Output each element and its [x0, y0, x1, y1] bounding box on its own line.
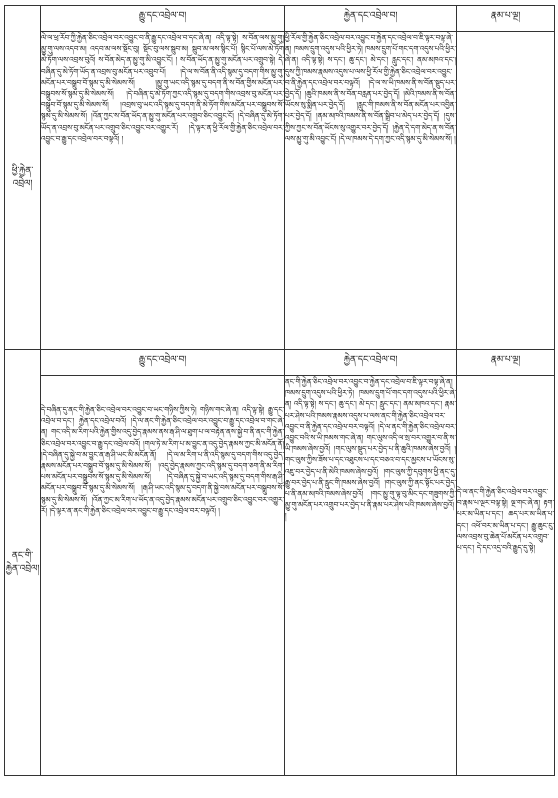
row-label-text: ནང་གི་རྐྱེན་འབྲེལ། — [5, 550, 40, 574]
cell-outer-cause: ལེ་ལ་ཕྲ་རོབ་ཀྱི་རྐྱེན་ཅིང་འབྲེལ་བར་འབྱུང་བ་ནི་རྒྱུ་དང་འབྲེལ་བ་དང་ཞེ་ན། འདི་ལྟ་སྟེ། ས་བོན་ལས་མྱུ་གུ། མྱུ་གུ་ལས་འདབ་མ། འདབ་མ་ལས་སྡོང་བུ། སྡོང་བུ་ལས་སྦུབ་མ། སྦུབ་མ་ལས་སྙིང་པོ། སྙིང་པོ་ལས་མེ་ཏོག མེ་ཏོག་ལས་འབྲས་བུའོ། ས་བོན་མེད་ན་མྱུ་གུ་མི་འབྱུང་ངོ། ། ས་བོན་ཡོད་ན་མྱུ་གུ་མངོན་པར་འགྲུབ་སྟེ། དེ་བཞིན་དུ་མེ་ཏོག་ཡོད་ན་འབྲས་བུ་མངོན་པར་འབྲུབ་པོ། །དེ་ལ་ས་བོན་ནི་འདི་སྙམ་དུ་བདག་གིས་མྱུ་གུ་མངོན་པར་བསྒྲུབ་བོ་སྙམ་དུ་མི་སེམས་སོ། །མྱུ་གུ་ཡང་འདི་སྙམ་དུ་བདག་ནི་ས་བོན་གྱིས་མངོན་པར་བསྒྲུབས་སོ་སྙམ་དུ་མི་སེམས་སོ། །དེ་བཞིན་དུ་མེ་ཏོག་ཀྱང་འདི་སྙམ་དུ་བདག་གིས་འབྲས་བུ་མངོན་པར་བསྒྲུབ་བོ་སྙམ་དུ་མི་སེམས་སོ། །འབྲས་བུ་ཡང་འདི་སྙམ་དུ་བདག་ནི་མེ་ཏོག་གིས་མངོན་པར་བསྒྲུབས་སོ་སྙམ་དུ་མི་སེམས་སོ། །འོན་ཀྱང་ས་བོན་ཡོད་ན་མྱུ་གུ་མངོན་པར་འགྲུབ་ཅིང་འབྱུང་ངོ། །དེ་བཞིན་དུ་མེ་ཏོག་ཡོད་ན་འབྲས་བུ་མངོན་པར་འགྲུབ་ཅིང་འབྱུང་བར་འགྱུར་རོ། །དེ་ལྟར་ན་ཕྱི་རོལ་གྱི་རྐྱེན་ཅིང་འབྲེལ་བར་འབྱུང་བ་རྒྱུ་དང་འབྲེལ་བར་བལྟའོ། ། — [41, 32, 285, 350]
document-page — [4, 5, 554, 793]
cell-inner-condition: ནང་གི་རྐྱེན་ཅིང་འབྲེལ་བར་འབྱུང་བ་རྐྱེན་དང་འབྲེལ་བ་ཇི་ལྟར་བལྟ་ཞེ་ན། ཁམས་དྲུག་འདུས་པའི་ཕྱིར་ཏེ། ཁམས་དྲུག་པོ་གང་དག་འདུས་པའི་ཕྱིར་ཞེ་ན། འདི་ལྟ་སྟེ། ས་དང་། ཆུ་དང་། མེ་དང་། རླུང་དང་། ནམ་མཁའ་དང་། རྣམ་པར་ཤེས་པའི་ཁམས་རྣམས་འདུས་པ་ལས་ནང་གི་རྐྱེན་ཅིང་འབྲེལ་བར་འབྱུང་བ་ནི་རྐྱེན་དང་འབྲེལ་བར་བལྟའོ། །དེ་ལ་ནང་གི་རྐྱེན་ཅིང་འབྲེལ་བར་འབྱུང་བའི་ས་ཡི་ཁམས་གང་ཞེ་ན། གང་ལུས་འདི་ལ་སྲ་བར་འགྱུར་བ་ནི་ས་ཡི་ཁམས་ཞེས་བྱའོ། །གང་ལུས་སྡུད་པར་བྱེད་པ་ནི་ཆུའི་ཁམས་ཞེས་བྱའོ། །གང་ལུས་ཀྱིས་ཟོས་པ་དང་འཐུངས་པ་དང་བཅའ་བ་དང་མྱངས་པ་ཡོངས་སུ་འཇུ་བར་བྱེད་པ་ནི་མེའི་ཁམས་ཞེས་བྱའོ། །གང་ལུས་ཀྱི་དབུགས་ཕྱི་ནང་དུ་རྒྱུ་བར་བྱེད་པ་ནི་རླུང་གི་ཁམས་ཞེས་བྱའོ། །གང་ལུས་ཀྱི་ནང་སྟོང་པར་བྱེད་པ་ནི་ནམ་མཁའི་ཁམས་ཞེས་བྱའོ། །གང་མྱུ་གུ་ལྟ་བུ་མིང་དང་གཟུགས་ཀྱི་མྱུ་གུ་མངོན་པར་འགྲུབ་པར་བྱེད་པ་ནི་རྣམ་པར་ཤེས་པའི་ཁམས་ཞེས་བྱའོ། ། — [285, 376, 457, 776]
column-header-five-aspects: རྣམ་པ་ལྔ། — [457, 6, 555, 32]
column-header-cause: རྒྱུ་དང་འབྲེལ་བ། — [41, 6, 285, 32]
comparison-table — [4, 5, 555, 776]
table-row — [5, 376, 555, 776]
column-header-cause: རྒྱུ་དང་འབྲེལ་བ། — [41, 350, 285, 376]
table-row — [5, 32, 555, 350]
cell-inner-five-aspects: དེ་ལ་ནང་གི་རྐྱེན་ཅིང་འབྲེལ་བར་འབྱུང་བ་རྣམ་པ་ལྔར་བལྟ་སྟེ། ལྔ་གང་ཞེ་ན། རྟག་པར་མ་ཡིན་པ་དང་། ཆད་པར་མ་ཡིན་པ་དང་། འཕོ་བར་མ་ཡིན་པ་དང་། རྒྱུ་ཆུང་ངུ་ལས་འབྲས་བུ་ཆེན་པོ་མངོན་པར་འགྲུབ་པ་དང་། དེ་དང་འདྲ་བའི་རྒྱུད་དུ་སྟེ། — [457, 376, 555, 776]
column-header-condition: རྐྱེན་དང་འབྲེལ་བ། — [285, 350, 457, 376]
table-header-row — [5, 6, 555, 32]
row-label-inner — [5, 350, 41, 776]
cell-inner-cause: དེ་བཞིན་དུ་ནང་གི་རྐྱེན་ཅིང་འབྲེལ་བར་འབྱུང་བ་ཡང་གཉིས་ཀྱིས་ཏེ། གཉིས་གང་ཞེ་ན། འདི་ལྟ་སྟེ། རྒྱུ་དང་འབྲེལ་བ་དང་། རྐྱེན་དང་འབྲེལ་བའོ། །དེ་ལ་ནང་གི་རྐྱེན་ཅིང་འབྲེལ་བར་འབྱུང་བ་རྒྱུ་དང་འབྲེལ་བ་གང་ཞེ་ན། གང་འདི་མ་རིག་པའི་རྐྱེན་གྱིས་འདུ་བྱེད་རྣམས་ནས་རྒ་ཤི་ལ་ཐུག་པ་ལ་བརྟེན་ནས་སྐྱེ་བ་ནི་ནང་གི་རྐྱེན་ཅིང་འབྲེལ་བར་འབྱུང་བ་རྒྱུ་དང་འབྲེལ་བའོ། །གལ་ཏེ་མ་རིག་པ་མ་བྱུང་ན་འདུ་བྱེད་རྣམས་ཀྱང་མི་མངོན་ནོ། །དེ་བཞིན་དུ་སྐྱེ་བ་མ་བྱུང་ན་རྒ་ཤི་ཡང་མི་མངོན་ནོ། །དེ་ལ་མ་རིག་པ་ནི་འདི་སྙམ་དུ་བདག་གིས་འདུ་བྱེད་རྣམས་མངོན་པར་བསྒྲུབ་བོ་སྙམ་དུ་མི་སེམས་སོ། །འདུ་བྱེད་རྣམས་ཀྱང་འདི་སྙམ་དུ་བདག་ཅག་ནི་མ་རིག་པས་མངོན་པར་བསྒྲུབས་སོ་སྙམ་དུ་མི་སེམས་སོ། །དེ་བཞིན་དུ་སྐྱེ་བ་ཡང་འདི་སྙམ་དུ་བདག་གིས་རྒ་ཤི་མངོན་པར་བསྒྲུབ་བོ་སྙམ་དུ་མི་སེམས་སོ། །རྒ་ཤི་ཡང་འདི་སྙམ་དུ་བདག་ནི་སྐྱེ་བས་མངོན་པར་བསྒྲུབས་སོ་སྙམ་དུ་མི་སེམས་སོ། །འོན་ཀྱང་མ་རིག་པ་ཡོད་ན་འདུ་བྱེད་རྣམས་མངོན་པར་འགྲུབ་ཅིང་འབྱུང་བར་འགྱུར་རོ། །དེ་ལྟར་ན་ནང་གི་རྐྱེན་ཅིང་འབྲེལ་བར་འབྱུང་བ་རྒྱུ་དང་འབྲེལ་བར་བལྟའོ། ། — [41, 376, 285, 776]
cell-outer-condition: ཕྱི་རོལ་གྱི་རྐྱེན་ཅིང་འབྲེལ་བར་འབྱུང་བ་རྐྱེན་དང་འབྲེལ་བ་ཇི་ལྟར་བལྟ་ཞེ་ན། ཁམས་དྲུག་འདུས་པའི་ཕྱིར་ཏེ། ཁམས་དྲུག་པོ་གང་དག་འདུས་པའི་ཕྱིར་ཞེ་ན། འདི་ལྟ་སྟེ། ས་དང་། ཆུ་དང་། མེ་དང་། རླུང་དང་། ནམ་མཁའ་དང་། དུས་ཀྱི་ཁམས་རྣམས་འདུས་པ་ལས་ཕྱི་རོལ་གྱི་རྐྱེན་ཅིང་འབྲེལ་བར་འབྱུང་བ་ནི་རྐྱེན་དང་འབྲེལ་བར་བལྟའོ། །དེ་ལ་ས་ཡི་ཁམས་ནི་ས་བོན་སྡུད་པར་བྱེད་དོ། །ཆུའི་ཁམས་ནི་ས་བོན་བརླན་པར་བྱེད་དོ། །མེའི་ཁམས་ནི་ས་བོན་ཡོངས་སུ་སྨིན་པར་བྱེད་དོ། །རླུང་གི་ཁམས་ནི་ས་བོན་མངོན་པར་འབྱིན་པར་བྱེད་དོ། །ནམ་མཁའི་ཁམས་ནི་ས་བོན་སྒྲིབ་པ་མེད་པར་བྱེད་དོ། །དུས་ཀྱིས་ཀྱང་ས་བོན་ཡོངས་སུ་འགྱུར་བར་བྱེད་དོ། །རྐྱེན་དེ་དག་མེད་ན་ས་བོན་ལས་མྱུ་གུ་མི་འབྱུང་ངོ། །དེ་ལ་ཁམས་དེ་དག་ཀྱང་འདི་སྙམ་དུ་མི་སེམས་སོ། ། — [285, 32, 457, 350]
column-header-five-aspects: རྣམ་པ་ལྔ། — [457, 350, 555, 376]
row-label-text: ཕྱི་རྐྱེན་འབྲེལ། — [11, 165, 34, 189]
cell-outer-five-aspects — [457, 32, 555, 350]
column-header-condition: རྐྱེན་དང་འབྲེལ་བ། — [285, 6, 457, 32]
row-label-outer — [5, 6, 41, 350]
table-header-row — [5, 350, 555, 376]
